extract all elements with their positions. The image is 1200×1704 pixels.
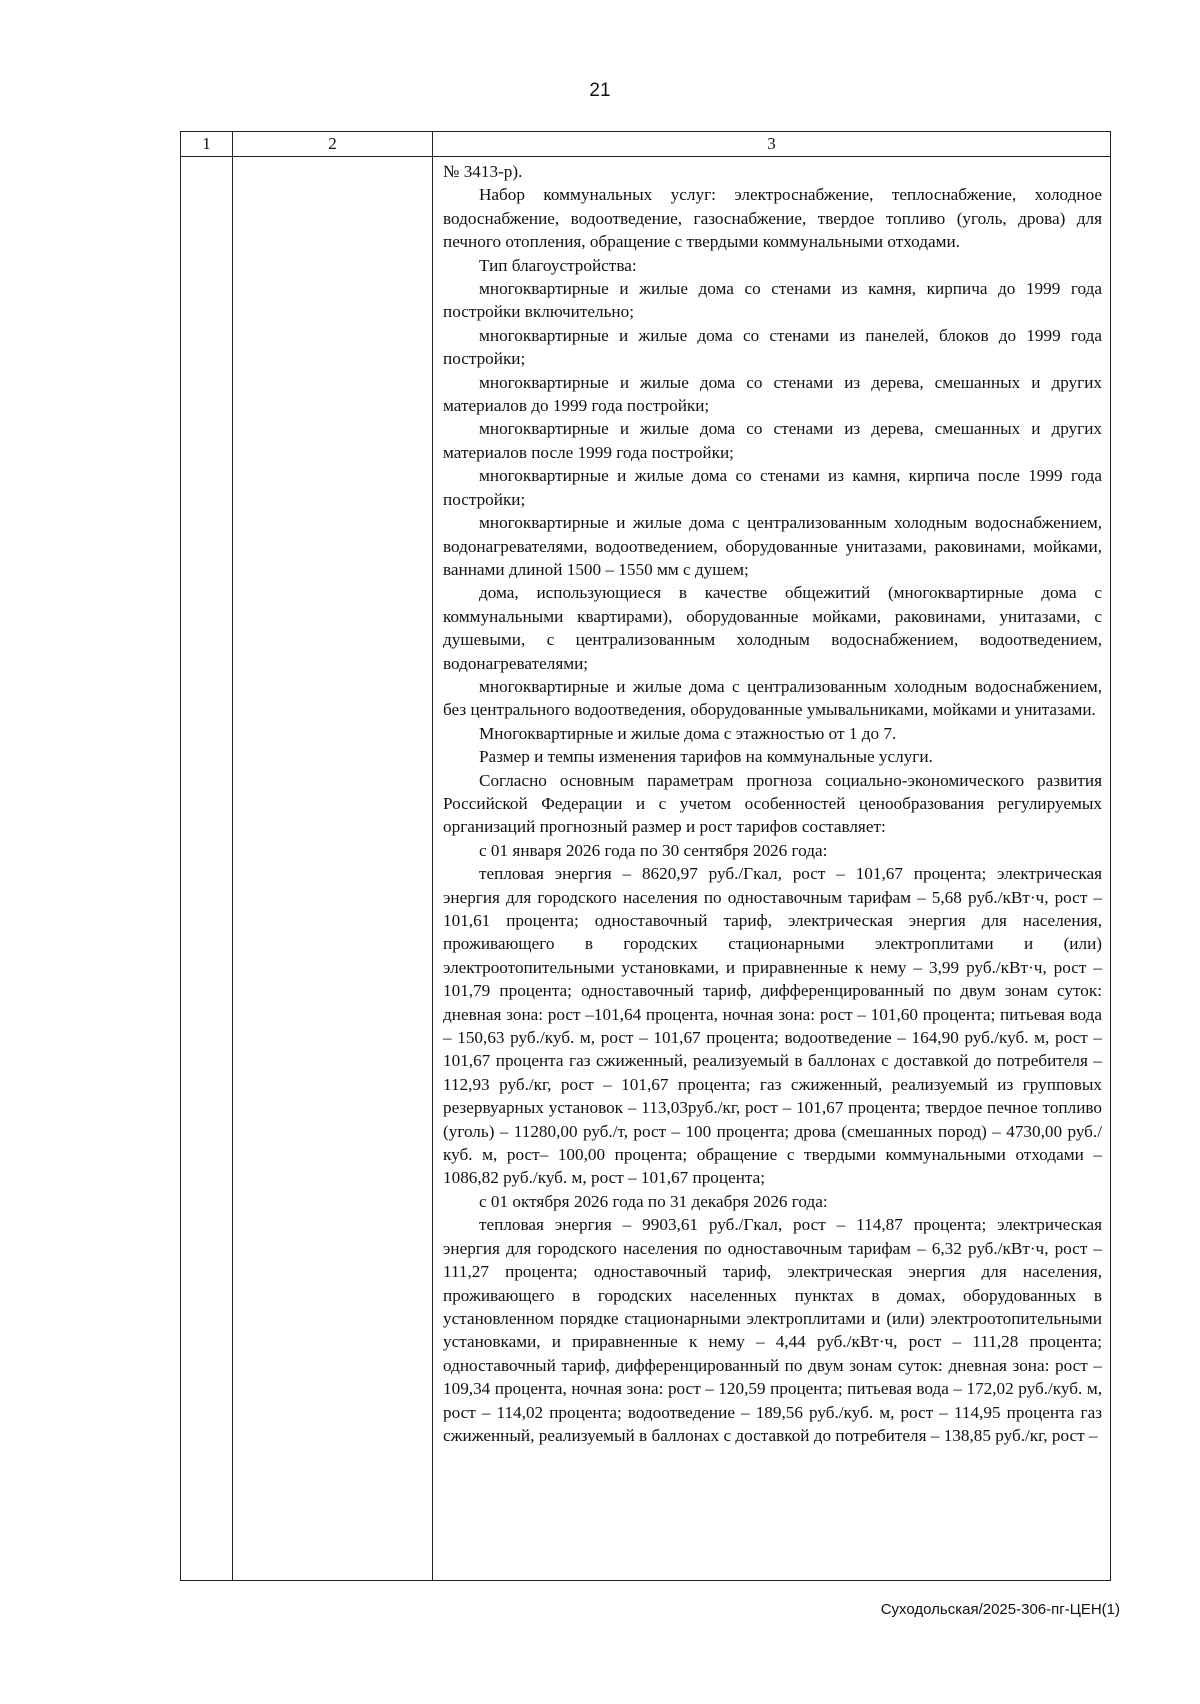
paragraph: Набор коммунальных услуг: электроснабжение, теплоснабжение, холодное водоснабжение, водоотведение, газоснабжение, твердое топливо (уголь, дрова) для печного отопления, обращение с твердыми коммунальными отходами. bbox=[443, 185, 1102, 252]
paragraph: многоквартирные и жилые дома со стенами из дерева, смешанных и других материалов до 1999 года постройки; bbox=[443, 372, 1102, 416]
paragraph: многоквартирные и жилые дома с централизованным холодным водоснабжением, водонагревателями, водоотведением, оборудованные унитазами, раковинами, мойками, ваннами длиной 1500 – 1550 мм с душем; bbox=[443, 513, 1102, 579]
paragraph: многоквартирные и жилые дома со стенами из камня, кирпича до 1999 года постройки включительно; bbox=[443, 279, 1102, 322]
page-number: 21 bbox=[589, 80, 611, 101]
column-header-1: 1 bbox=[181, 132, 233, 157]
cell-column-1 bbox=[181, 157, 233, 1581]
paragraph: с 01 октября 2026 года по 31 декабря 2026 года: bbox=[479, 1191, 828, 1211]
paragraph: многоквартирные и жилые дома с централизованным холодным водоснабжением, без центрального водоотведения, оборудованные умывальниками, мойками и унитазами. bbox=[443, 676, 1102, 720]
paragraph: Тип благоустройства: bbox=[479, 255, 637, 275]
paragraph: Многоквартирные и жилые дома с этажностью от 1 до 7. bbox=[479, 723, 897, 743]
paragraph: № 3413-р). bbox=[443, 162, 523, 181]
document-table bbox=[180, 131, 1111, 1581]
table-row bbox=[181, 157, 1111, 1581]
column-header-2: 2 bbox=[233, 132, 433, 157]
paragraph: Согласно основным параметрам прогноза социально-экономического развития Российской Федерации и с учетом особенностей ценообразования регулируемых организаций прогнозный размер и рост тарифов составляет: bbox=[443, 770, 1102, 837]
column-header-3: 3 bbox=[433, 132, 1111, 157]
cell-column-3-text bbox=[433, 157, 1111, 1581]
paragraph: многоквартирные и жилые дома со стенами из панелей, блоков до 1999 года постройки; bbox=[443, 325, 1102, 369]
paragraph: дома, использующиеся в качестве общежитий (многоквартирные дома с коммунальными квартирами), оборудованные мойками, раковинами, унитазами, с душевыми, с централизованным холодным водоснабжением, водоотведением, водонагревателями; bbox=[443, 583, 1102, 673]
paragraph: тепловая энергия – 8620,97 руб./Гкал, рост – 101,67 процента; электрическая энергия для городского населения по одноставочным тарифам – 5,68 руб./кВт·ч, рост – 101,61 процента; одноставочный тариф, электрическая энергия для населения, проживающего в городских стационарными электроплитами и (или) электроотопительными установками, и приравненные к нему – 3,99 руб./кВт·ч, рост – 101,79 процента; одноставочный тариф, дифференцированный по двум зонам суток: дневная зона: рост –101,64 процента, ночная зона: рост – 101,60 процента; питьевая вода – 150,63 руб./куб. м, рост – 101,67 процента; водоотведение – 164,90 руб./куб. м, рост – 101,67 процента газ сжиженный, реализуемый в баллонах с доставкой до потребителя – 112,93 руб./кг, рост – 101,67 процента; газ сжиженный, реализуемый из групповых резервуарных установок – 113,03руб./кг, рост – 101,67 процента; твердое печное топливо (уголь) – 11280,00 руб./т, рост – 100 процента; дрова (смешанных пород) – 4730,00 руб./куб. м, рост– 100,00 процента; обращение с твердыми коммунальными отходами – 1086,82 руб./куб. м, рост – 101,67 процента; bbox=[443, 864, 1102, 1188]
table-header-row bbox=[181, 132, 1111, 157]
cell-column-2 bbox=[233, 157, 433, 1581]
paragraph: тепловая энергия – 9903,61 руб./Гкал, рост – 114,87 процента; электрическая энергия для городского населения по одноставочным тарифам – 6,32 руб./кВт·ч, рост – 111,27 процента; одноставочный тариф, электрическая энергия для населения, проживающего в городских населенных пунктах в домах, оборудованных в установленном порядке стационарными электроплитами и (или) электроотопительными установками, и приравненные к нему – 4,44 руб./кВт·ч, рост – 111,28 процента; одноставочный тариф, дифференцированный по двум зонам суток: дневная зона: рост –109,34 процента, ночная зона: рост – 120,59 процента; питьевая вода – 172,02 руб./куб. м, рост – 114,02 процента; водоотведение – 189,56 руб./куб. м, рост – 114,95 процента газ сжиженный, реализуемый в баллонах с доставкой до потребителя – 138,85 руб./кг, рост – bbox=[443, 1215, 1102, 1445]
paragraph: Размер и темпы изменения тарифов на коммунальные услуги. bbox=[479, 747, 933, 767]
paragraph: многоквартирные и жилые дома со стенами из дерева, смешанных и других материалов после 1999 года постройки; bbox=[443, 419, 1102, 462]
paragraph: с 01 января 2026 года по 30 сентября 2026 года: bbox=[479, 840, 828, 860]
document-footer-code: Суходольская/2025-306-пг-ЦЕН(1) bbox=[880, 1601, 1120, 1618]
paragraph: многоквартирные и жилые дома со стенами из камня, кирпича после 1999 года постройки; bbox=[443, 466, 1102, 509]
